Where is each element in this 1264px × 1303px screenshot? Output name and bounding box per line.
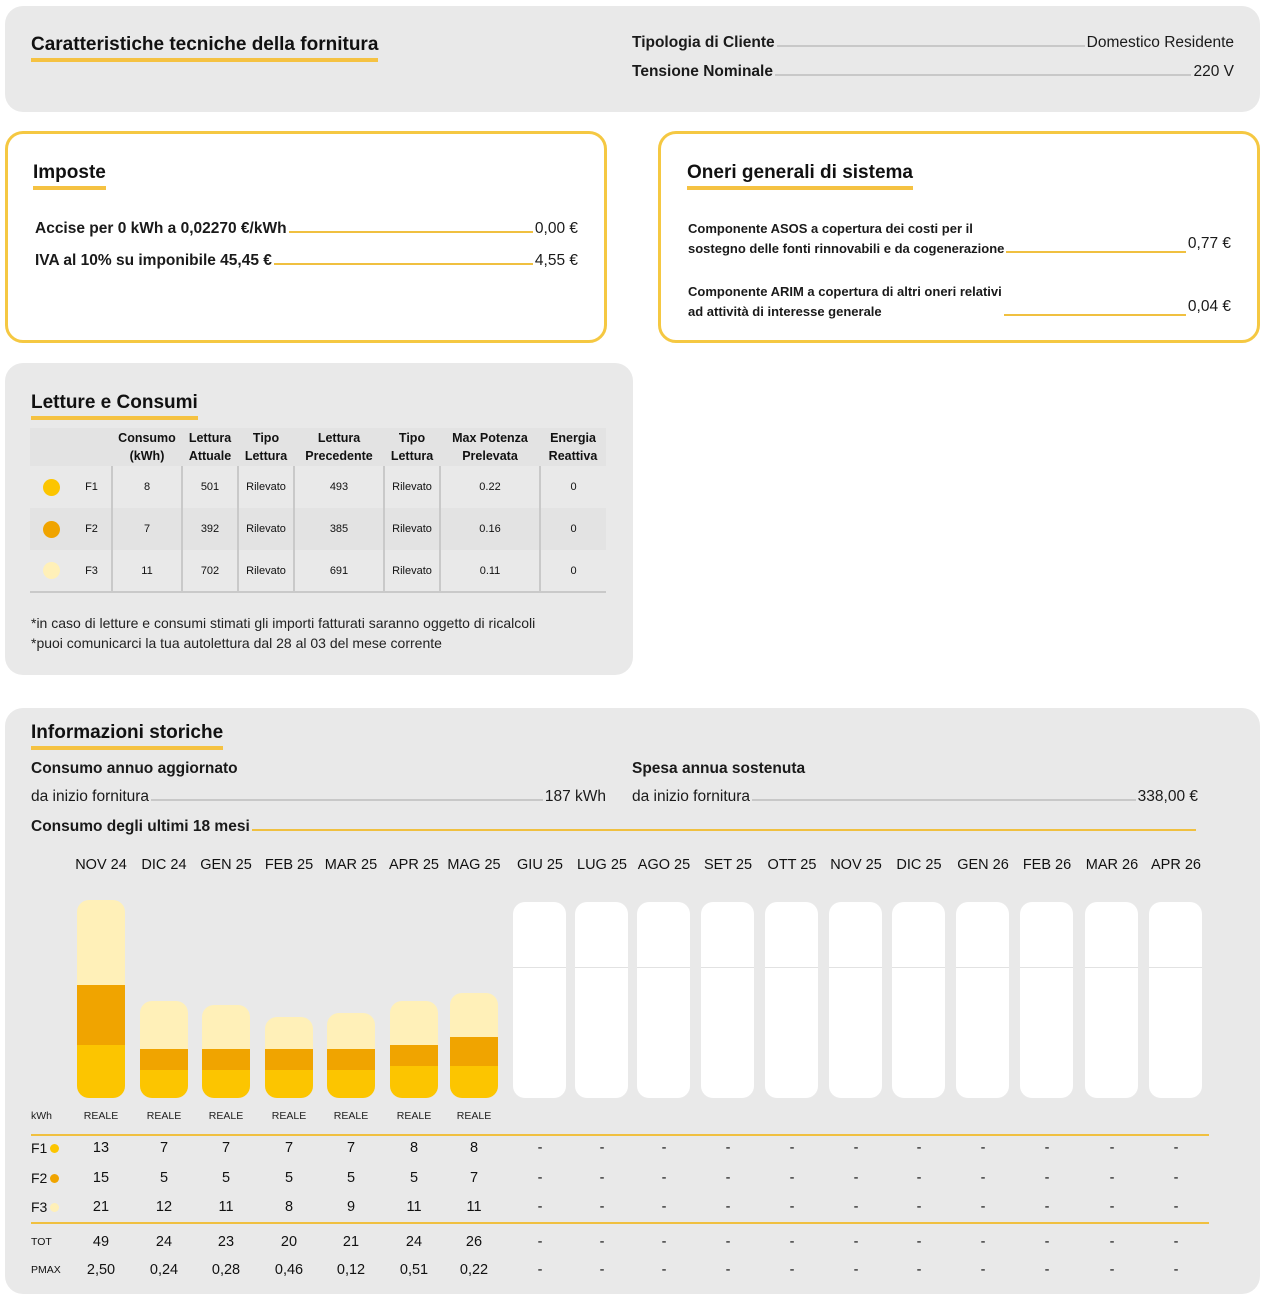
bar-segment-f1	[450, 1066, 498, 1098]
table-cell: 493	[294, 466, 384, 508]
month-label: MAR 25	[324, 857, 378, 873]
pmax-value: 0,24	[149, 1262, 179, 1278]
tech-title: Caratteristiche tecniche della fornitura	[31, 34, 379, 55]
oneri-label	[688, 282, 1002, 322]
bar-segment-f3	[265, 1017, 313, 1049]
stacked-bar	[450, 993, 498, 1098]
oneri-row-arim	[688, 282, 1231, 322]
pmax-value: -	[537, 1262, 543, 1278]
stacked-bar	[327, 1013, 375, 1098]
row-label-f1	[31, 1140, 59, 1156]
table-cell: 385	[294, 508, 384, 550]
table-cell: 0	[540, 466, 606, 508]
tech-value: Domestico Residente	[1086, 34, 1234, 51]
consumo-row	[31, 788, 606, 806]
f1-dot-icon	[50, 1144, 59, 1153]
pmax-value: 0,46	[274, 1262, 304, 1278]
table-cell: 8	[112, 466, 182, 508]
bar-segment-f1	[327, 1070, 375, 1098]
pmax-value: -	[599, 1262, 605, 1278]
month-label: OTT 25	[767, 857, 817, 873]
table-cell: 7	[112, 508, 182, 550]
f3-value: 12	[155, 1199, 173, 1215]
table-cell: Rilevato	[384, 550, 440, 592]
table-cell: Rilevato	[238, 550, 294, 592]
oneri-label-line1: Componente ARIM a copertura di altri oneri relativi	[688, 284, 1002, 299]
letture-title: Letture e Consumi	[31, 392, 198, 413]
month-label: FEB 26	[1022, 857, 1072, 873]
imposte-label: Accise per 0 kWh a 0,02270 €/kWh	[35, 220, 287, 237]
f2-value: 5	[409, 1170, 419, 1186]
spesa-heading: Spesa annua sostenuta	[632, 760, 806, 777]
f3-label: F3	[31, 1199, 48, 1215]
tipo-label: REALE	[456, 1110, 492, 1122]
month-label: NOV 24	[75, 857, 127, 873]
bar-segment-f2	[77, 985, 125, 1046]
divider-bottom	[31, 1222, 1209, 1224]
month-label: APR 26	[1151, 857, 1201, 873]
f2-dot-icon	[50, 1174, 59, 1183]
pmax-value: -	[725, 1262, 731, 1278]
tot-value: 24	[405, 1234, 423, 1250]
f2-label: F2	[31, 1170, 48, 1186]
bar-segment-f3	[77, 900, 125, 985]
f1-value: 8	[409, 1140, 419, 1156]
tech-label: Tensione Nominale	[632, 63, 773, 80]
header-lettura-precedente: Lettura Precedente	[294, 428, 384, 466]
consumo-value: 187 kWh	[544, 788, 606, 805]
tot-value: -	[1173, 1234, 1179, 1250]
tech-row-tensione	[632, 63, 1234, 81]
imposte-row-accise	[35, 220, 578, 238]
pmax-value: -	[1173, 1262, 1179, 1278]
stacked-bar	[140, 1001, 188, 1098]
pmax-value: -	[916, 1262, 922, 1278]
f1-value: -	[1109, 1140, 1115, 1156]
bar-segment-f2	[450, 1037, 498, 1065]
letture-note: *puoi comunicarci la tua autolettura dal 28 al 03 del mese corrente	[31, 635, 442, 651]
month-label: NOV 25	[830, 857, 882, 873]
divider-top	[31, 1134, 1209, 1136]
spesa-label: da inizio fornitura	[632, 788, 751, 805]
imposte-value: 0,00 €	[534, 220, 578, 237]
f1-value: -	[599, 1140, 605, 1156]
table-cell: Rilevato	[384, 466, 440, 508]
month-label: GEN 26	[957, 857, 1009, 873]
letture-table	[30, 428, 606, 593]
stacked-bar	[202, 1005, 250, 1098]
band-dot-cell	[30, 466, 72, 508]
pmax-value: -	[980, 1262, 986, 1278]
bar-segment-f2	[390, 1045, 438, 1065]
f2-value: -	[789, 1170, 795, 1186]
table-row	[30, 550, 606, 592]
f1-value: -	[980, 1140, 986, 1156]
f1-value: -	[916, 1140, 922, 1156]
pmax-value: 2,50	[86, 1262, 116, 1278]
bar-segment-f3	[327, 1013, 375, 1049]
header-lettura-attuale: Lettura Attuale	[182, 428, 238, 466]
bar-segment-f3	[450, 993, 498, 1038]
bar-segment-f2	[140, 1049, 188, 1069]
f3-dot-icon	[43, 562, 60, 579]
tipo-label: REALE	[271, 1110, 307, 1122]
table-cell: Rilevato	[384, 508, 440, 550]
header-empty	[72, 428, 112, 466]
tot-value: -	[789, 1234, 795, 1250]
f2-value: 7	[469, 1170, 479, 1186]
f2-value: 5	[284, 1170, 294, 1186]
pmax-value: -	[1109, 1262, 1115, 1278]
f2-value: -	[1044, 1170, 1050, 1186]
f2-value: -	[853, 1170, 859, 1186]
bar-segment-f2	[265, 1049, 313, 1069]
month-label: APR 25	[389, 857, 439, 873]
header-max-potenza: Max Potenza Prelevata	[440, 428, 540, 466]
pmax-value: 0,28	[211, 1262, 241, 1278]
oneri-label-line2: ad attività di interesse generale	[688, 304, 882, 319]
empty-bar	[575, 902, 628, 1098]
spesa-value: 338,00 €	[1137, 788, 1198, 805]
f1-value: 7	[221, 1140, 231, 1156]
f1-value: -	[661, 1140, 667, 1156]
f2-value: -	[980, 1170, 986, 1186]
month-label: LUG 25	[577, 857, 627, 873]
f3-value: 11	[406, 1199, 422, 1215]
tot-value: -	[599, 1234, 605, 1250]
leader-line	[1006, 251, 1186, 253]
tot-value: -	[661, 1234, 667, 1250]
f2-value: 5	[221, 1170, 231, 1186]
bar-segment-f2	[327, 1049, 375, 1069]
tech-value: 220 V	[1193, 63, 1234, 80]
bar-segment-f1	[265, 1070, 313, 1098]
month-label: MAR 26	[1085, 857, 1139, 873]
header-tipo-lettura: Tipo Lettura	[384, 428, 440, 466]
pmax-value: 0,22	[459, 1262, 489, 1278]
f3-value: 8	[284, 1199, 294, 1215]
f1-label: F1	[31, 1140, 48, 1156]
table-cell: 392	[182, 508, 238, 550]
f2-dot-icon	[43, 521, 60, 538]
table-cell: 0.11	[440, 550, 540, 592]
f1-value: 13	[92, 1140, 110, 1156]
empty-bar	[956, 902, 1009, 1098]
f2-value: -	[661, 1170, 667, 1186]
stacked-bar	[390, 1001, 438, 1098]
storiche-title: Informazioni storiche	[31, 722, 224, 743]
consumo-heading: Consumo annuo aggiornato	[31, 760, 238, 777]
consumo-label: da inizio fornitura	[31, 788, 150, 805]
month-label: MAG 25	[447, 857, 501, 873]
f3-value: 11	[218, 1199, 234, 1215]
oneri-value: 0,77 €	[1187, 235, 1231, 252]
tot-value: -	[537, 1234, 543, 1250]
f3-value: -	[1173, 1199, 1179, 1215]
oneri-label-line2: sostegno delle fonti rinnovabili e da cogenerazione	[688, 241, 1005, 256]
band-label: F3	[72, 550, 112, 592]
empty-bar	[892, 902, 945, 1098]
f2-value: 5	[159, 1170, 169, 1186]
table-cell: 0.16	[440, 508, 540, 550]
empty-bar	[1020, 902, 1073, 1098]
f1-value: -	[789, 1140, 795, 1156]
tot-value: -	[1109, 1234, 1115, 1250]
pmax-value: -	[853, 1262, 859, 1278]
table-cell: Rilevato	[238, 466, 294, 508]
header-tipo-lettura: Tipo Lettura	[238, 428, 294, 466]
bar-segment-f3	[202, 1005, 250, 1050]
ultimi-heading: Consumo degli ultimi 18 mesi	[31, 818, 250, 835]
empty-bar	[1149, 902, 1202, 1098]
month-label: FEB 25	[264, 857, 314, 873]
pmax-value: -	[1044, 1262, 1050, 1278]
unit-label: kWh	[31, 1110, 52, 1122]
letture-note: *in caso di letture e consumi stimati gli importi fatturati saranno oggetto di ricalcoli	[31, 615, 536, 631]
imposte-row-iva	[35, 252, 578, 270]
row-label-f2	[31, 1170, 59, 1186]
table-cell: 11	[112, 550, 182, 592]
f2-value: -	[725, 1170, 731, 1186]
f1-value: 7	[284, 1140, 294, 1156]
leader-line	[151, 799, 543, 801]
letture-header-row	[30, 428, 606, 466]
bar-segment-f2	[202, 1049, 250, 1069]
tipo-label: REALE	[146, 1110, 182, 1122]
tot-value: -	[916, 1234, 922, 1250]
f2-value: -	[537, 1170, 543, 1186]
f1-value: -	[1044, 1140, 1050, 1156]
tot-value: -	[980, 1234, 986, 1250]
table-cell: 0	[540, 550, 606, 592]
tot-value: 20	[280, 1234, 298, 1250]
imposte-title: Imposte	[33, 162, 106, 183]
f1-value: 8	[469, 1140, 479, 1156]
pmax-value: -	[661, 1262, 667, 1278]
tot-value: -	[853, 1234, 859, 1250]
tipo-label: REALE	[83, 1110, 119, 1122]
bar-segment-f1	[140, 1070, 188, 1098]
f1-value: 7	[159, 1140, 169, 1156]
bar-segment-f1	[390, 1066, 438, 1098]
tipo-label: REALE	[208, 1110, 244, 1122]
bar-segment-f1	[202, 1070, 250, 1098]
empty-bar	[1085, 902, 1138, 1098]
f3-value: -	[980, 1199, 986, 1215]
oneri-label-line1: Componente ASOS a copertura dei costi per il	[688, 221, 973, 236]
tipo-label: REALE	[333, 1110, 369, 1122]
band-label: F2	[72, 508, 112, 550]
f3-value: 9	[346, 1199, 356, 1215]
tot-value: 26	[465, 1234, 483, 1250]
table-row	[30, 508, 606, 550]
f3-value: -	[1044, 1199, 1050, 1215]
imposte-value: 4,55 €	[534, 252, 578, 269]
f3-value: -	[599, 1199, 605, 1215]
f3-value: 21	[92, 1199, 110, 1215]
tot-value: -	[725, 1234, 731, 1250]
table-row	[30, 466, 606, 508]
table-cell: 691	[294, 550, 384, 592]
tipo-label: REALE	[396, 1110, 432, 1122]
f1-value: -	[537, 1140, 543, 1156]
row-label-tot: TOT	[31, 1236, 52, 1248]
f3-value: -	[537, 1199, 543, 1215]
bar-segment-f3	[140, 1001, 188, 1050]
month-label: GEN 25	[200, 857, 252, 873]
month-label: DIC 25	[896, 857, 942, 873]
tot-value: 49	[92, 1234, 110, 1250]
table-cell: Rilevato	[238, 508, 294, 550]
tot-value: 24	[155, 1234, 173, 1250]
stacked-bar	[265, 1017, 313, 1098]
f1-dot-icon	[43, 479, 60, 496]
pmax-value: 0,51	[399, 1262, 429, 1278]
table-cell: 0	[540, 508, 606, 550]
f3-value: 11	[466, 1199, 482, 1215]
f3-value: -	[1109, 1199, 1115, 1215]
leader-line	[1004, 314, 1186, 316]
ultimi-row	[31, 818, 1196, 836]
f3-value: -	[853, 1199, 859, 1215]
oneri-label	[688, 219, 1004, 259]
table-cell: 501	[182, 466, 238, 508]
f3-value: -	[725, 1199, 731, 1215]
f1-value: -	[725, 1140, 731, 1156]
header-consumo: Consumo (kWh)	[112, 428, 182, 466]
tech-label: Tipologia di Cliente	[632, 34, 775, 51]
table-cell: 0.22	[440, 466, 540, 508]
tot-value: -	[1044, 1234, 1050, 1250]
empty-bar	[637, 902, 690, 1098]
f1-value: -	[1173, 1140, 1179, 1156]
row-label-f3	[31, 1199, 59, 1215]
leader-line	[777, 45, 1085, 47]
f2-value: 5	[346, 1170, 356, 1186]
oneri-row-asos	[688, 219, 1231, 259]
header-energia-reattiva: Energia Reattiva	[540, 428, 606, 466]
tech-row-tipologia	[632, 34, 1234, 52]
bar-segment-f3	[390, 1001, 438, 1046]
leader-line	[252, 829, 1196, 831]
tot-value: 21	[342, 1234, 360, 1250]
band-label: F1	[72, 466, 112, 508]
band-dot-cell	[30, 508, 72, 550]
f3-value: -	[789, 1199, 795, 1215]
stacked-bar	[77, 900, 125, 1098]
f2-value: -	[599, 1170, 605, 1186]
band-dot-cell	[30, 550, 72, 592]
f2-value: -	[916, 1170, 922, 1186]
empty-bar	[701, 902, 754, 1098]
f3-value: -	[916, 1199, 922, 1215]
month-label: AGO 25	[637, 857, 691, 873]
imposte-label: IVA al 10% su imponibile 45,45 €	[35, 252, 272, 269]
f3-value: -	[661, 1199, 667, 1215]
month-label: GIU 25	[517, 857, 563, 873]
leader-line	[752, 799, 1136, 801]
bar-segment-f1	[77, 1045, 125, 1098]
f3-dot-icon	[50, 1203, 59, 1212]
spesa-row	[632, 788, 1198, 806]
f2-value: 15	[92, 1170, 110, 1186]
table-cell: 702	[182, 550, 238, 592]
leader-line	[274, 263, 533, 265]
f1-value: -	[853, 1140, 859, 1156]
oneri-value: 0,04 €	[1187, 298, 1231, 315]
oneri-title: Oneri generali di sistema	[687, 162, 913, 183]
leader-line	[289, 231, 533, 233]
f1-value: 7	[346, 1140, 356, 1156]
leader-line	[775, 74, 1192, 76]
pmax-value: -	[789, 1262, 795, 1278]
tot-value: 23	[217, 1234, 235, 1250]
month-label: SET 25	[703, 857, 753, 873]
month-label: DIC 24	[141, 857, 187, 873]
f2-value: -	[1173, 1170, 1179, 1186]
row-label-pmax: PMAX	[31, 1264, 61, 1276]
f2-value: -	[1109, 1170, 1115, 1186]
pmax-value: 0,12	[336, 1262, 366, 1278]
empty-bar	[513, 902, 566, 1098]
empty-bar	[829, 902, 882, 1098]
header-empty	[30, 428, 72, 466]
empty-bar	[765, 902, 818, 1098]
